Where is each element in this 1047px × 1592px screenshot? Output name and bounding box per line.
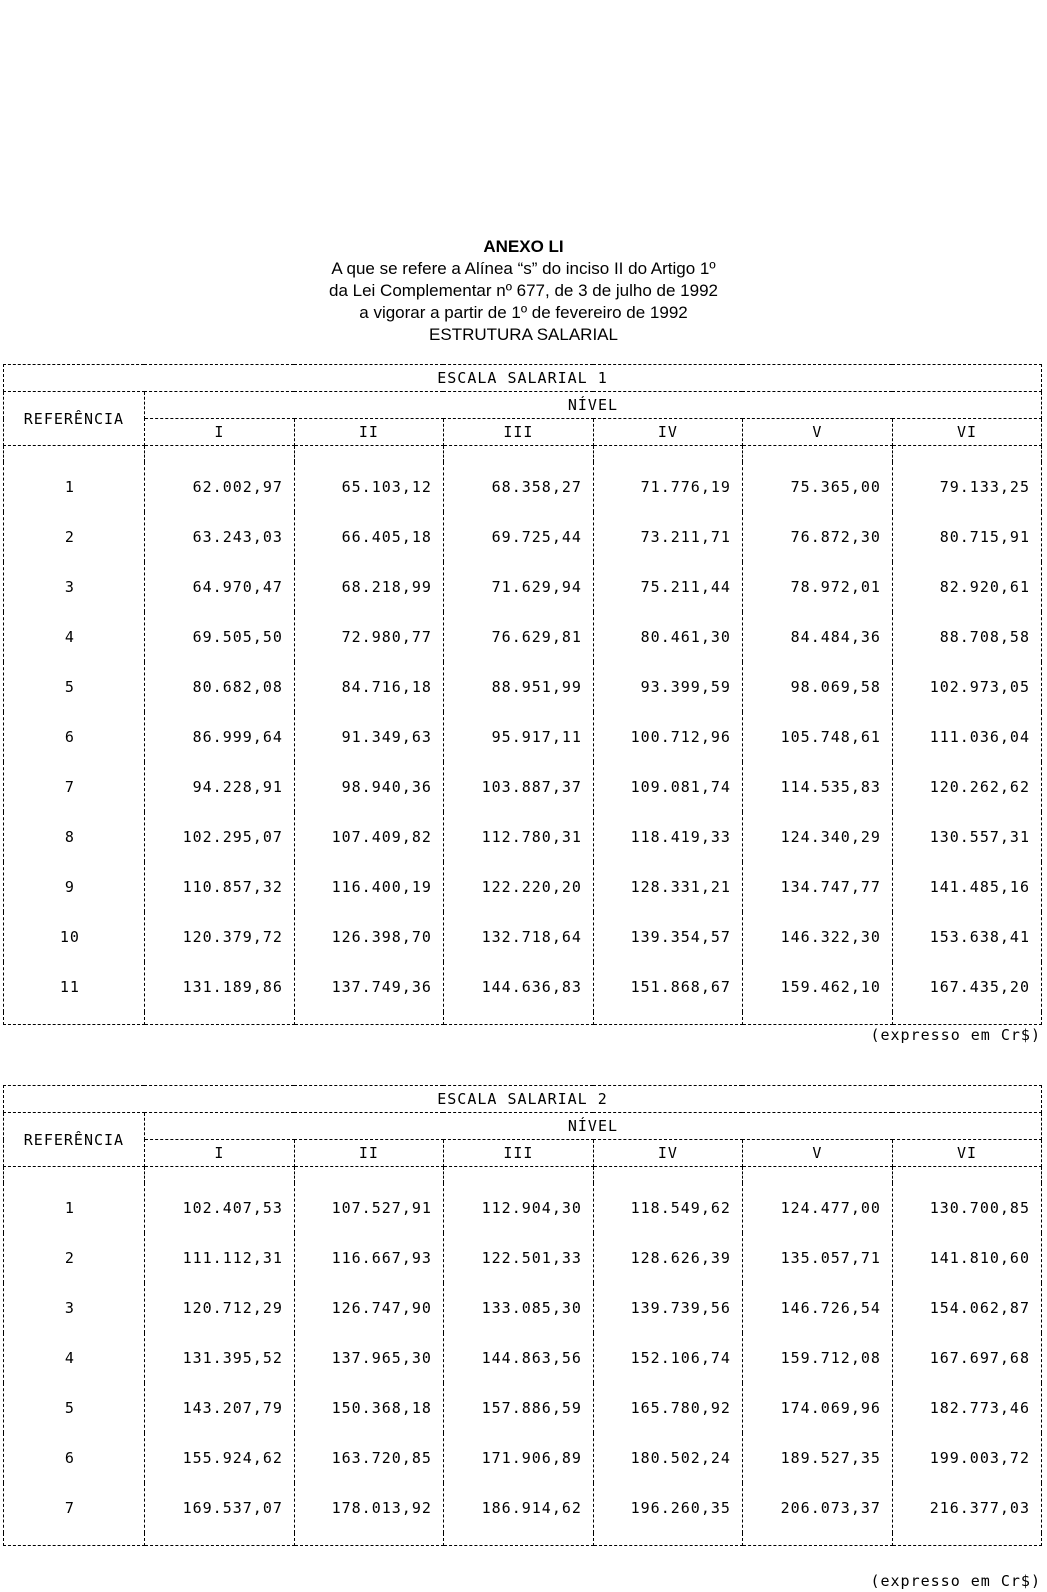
spacer-cell xyxy=(443,1167,593,1184)
salary-value-cell: 84.484,36 xyxy=(742,612,892,662)
salary-value-cell: 124.477,00 xyxy=(742,1183,892,1233)
salary-value-cell: 82.920,61 xyxy=(892,562,1041,612)
level-v-header: V xyxy=(742,1140,892,1167)
salary-value-cell: 102.295,07 xyxy=(144,812,294,862)
salary-value-cell: 139.354,57 xyxy=(593,912,742,962)
table-row xyxy=(4,962,1042,1012)
spacer-cell xyxy=(742,446,892,463)
reference-cell: 3 xyxy=(4,562,145,612)
table-row xyxy=(4,1233,1042,1283)
level-iii-header: III xyxy=(443,1140,593,1167)
salary-value-cell: 71.629,94 xyxy=(443,562,593,612)
table-row xyxy=(4,862,1042,912)
salary-value-cell: 110.857,32 xyxy=(144,862,294,912)
spacer-cell xyxy=(4,1012,145,1025)
salary-value-cell: 88.951,99 xyxy=(443,662,593,712)
document-header xyxy=(0,236,1047,346)
salary-value-cell: 100.712,96 xyxy=(593,712,742,762)
salary-value-cell: 206.073,37 xyxy=(742,1483,892,1533)
salary-value-cell: 80.682,08 xyxy=(144,662,294,712)
reference-cell: 10 xyxy=(4,912,145,962)
salary-value-cell: 143.207,79 xyxy=(144,1383,294,1433)
level-i-header: I xyxy=(144,1140,294,1167)
salary-value-cell: 78.972,01 xyxy=(742,562,892,612)
salary-scale-2 xyxy=(3,1085,1042,1546)
salary-value-cell: 116.667,93 xyxy=(294,1233,443,1283)
spacer-cell xyxy=(144,446,294,463)
spacer-cell xyxy=(742,1533,892,1546)
salary-value-cell: 167.697,68 xyxy=(892,1333,1041,1383)
salary-value-cell: 128.626,39 xyxy=(593,1233,742,1283)
salary-value-cell: 111.112,31 xyxy=(144,1233,294,1283)
spacer-cell xyxy=(593,1167,742,1184)
spacer-cell xyxy=(892,446,1041,463)
spacer-cell xyxy=(144,1012,294,1025)
salary-value-cell: 88.708,58 xyxy=(892,612,1041,662)
level-header: NÍVEL xyxy=(144,1113,1041,1140)
spacer-cell xyxy=(892,1167,1041,1184)
reference-cell: 9 xyxy=(4,862,145,912)
salary-value-cell: 118.419,33 xyxy=(593,812,742,862)
salary-value-cell: 126.398,70 xyxy=(294,912,443,962)
table-row xyxy=(4,1333,1042,1383)
salary-value-cell: 95.917,11 xyxy=(443,712,593,762)
salary-table-1 xyxy=(3,364,1042,1025)
salary-value-cell: 107.527,91 xyxy=(294,1183,443,1233)
spacer-row xyxy=(4,1012,1042,1025)
annex-title: ANEXO LI xyxy=(483,237,564,256)
level-ii-header: II xyxy=(294,419,443,446)
salary-value-cell: 174.069,96 xyxy=(742,1383,892,1433)
scale-title: ESCALA SALARIAL 1 xyxy=(4,365,1042,392)
salary-value-cell: 112.780,31 xyxy=(443,812,593,862)
salary-value-cell: 122.501,33 xyxy=(443,1233,593,1283)
spacer-cell xyxy=(294,1533,443,1546)
spacer-row xyxy=(4,1167,1042,1184)
level-iv-header: IV xyxy=(593,1140,742,1167)
reference-cell: 5 xyxy=(4,662,145,712)
table-row xyxy=(4,912,1042,962)
spacer-cell xyxy=(892,1533,1041,1546)
salary-value-cell: 150.368,18 xyxy=(294,1383,443,1433)
spacer-cell xyxy=(742,1012,892,1025)
salary-value-cell: 80.715,91 xyxy=(892,512,1041,562)
salary-value-cell: 94.228,91 xyxy=(144,762,294,812)
salary-value-cell: 98.940,36 xyxy=(294,762,443,812)
spacer-cell xyxy=(443,446,593,463)
level-vi-header: VI xyxy=(892,419,1041,446)
salary-value-cell: 141.810,60 xyxy=(892,1233,1041,1283)
salary-value-cell: 120.262,62 xyxy=(892,762,1041,812)
spacer-cell xyxy=(144,1167,294,1184)
salary-value-cell: 116.400,19 xyxy=(294,862,443,912)
salary-value-cell: 103.887,37 xyxy=(443,762,593,812)
table-row xyxy=(4,762,1042,812)
table-row xyxy=(4,662,1042,712)
salary-value-cell: 153.638,41 xyxy=(892,912,1041,962)
spacer-cell xyxy=(892,1012,1041,1025)
salary-value-cell: 112.904,30 xyxy=(443,1183,593,1233)
spacer-cell xyxy=(4,1533,145,1546)
currency-note: (expresso em Cr$) xyxy=(870,1026,1041,1044)
table-row xyxy=(4,1183,1042,1233)
salary-value-cell: 186.914,62 xyxy=(443,1483,593,1533)
salary-value-cell: 216.377,03 xyxy=(892,1483,1041,1533)
salary-value-cell: 75.211,44 xyxy=(593,562,742,612)
header-line-3: a vigorar a partir de 1º de fevereiro de 1992 xyxy=(359,303,688,322)
salary-value-cell: 152.106,74 xyxy=(593,1333,742,1383)
salary-value-cell: 93.399,59 xyxy=(593,662,742,712)
table-row xyxy=(4,562,1042,612)
salary-value-cell: 76.629,81 xyxy=(443,612,593,662)
salary-value-cell: 122.220,20 xyxy=(443,862,593,912)
salary-table-body xyxy=(4,446,1042,1025)
reference-cell: 8 xyxy=(4,812,145,862)
spacer-cell xyxy=(294,446,443,463)
salary-value-cell: 91.349,63 xyxy=(294,712,443,762)
salary-value-cell: 180.502,24 xyxy=(593,1433,742,1483)
salary-value-cell: 189.527,35 xyxy=(742,1433,892,1483)
salary-value-cell: 139.739,56 xyxy=(593,1283,742,1333)
reference-cell: 4 xyxy=(4,612,145,662)
table-row xyxy=(4,612,1042,662)
table-row xyxy=(4,462,1042,512)
salary-value-cell: 182.773,46 xyxy=(892,1383,1041,1433)
salary-value-cell: 98.069,58 xyxy=(742,662,892,712)
level-i-header: I xyxy=(144,419,294,446)
salary-value-cell: 157.886,59 xyxy=(443,1383,593,1433)
salary-value-cell: 199.003,72 xyxy=(892,1433,1041,1483)
salary-value-cell: 86.999,64 xyxy=(144,712,294,762)
salary-value-cell: 128.331,21 xyxy=(593,862,742,912)
spacer-cell xyxy=(144,1533,294,1546)
salary-value-cell: 132.718,64 xyxy=(443,912,593,962)
salary-value-cell: 126.747,90 xyxy=(294,1283,443,1333)
level-iii-header: III xyxy=(443,419,593,446)
reference-cell: 6 xyxy=(4,1433,145,1483)
salary-value-cell: 65.103,12 xyxy=(294,462,443,512)
spacer-cell xyxy=(443,1012,593,1025)
salary-value-cell: 141.485,16 xyxy=(892,862,1041,912)
reference-cell: 6 xyxy=(4,712,145,762)
salary-value-cell: 196.260,35 xyxy=(593,1483,742,1533)
salary-value-cell: 130.557,31 xyxy=(892,812,1041,862)
salary-value-cell: 151.868,67 xyxy=(593,962,742,1012)
spacer-cell xyxy=(294,1012,443,1025)
reference-cell: 3 xyxy=(4,1283,145,1333)
reference-cell: 2 xyxy=(4,512,145,562)
salary-value-cell: 159.462,10 xyxy=(742,962,892,1012)
reference-cell: 4 xyxy=(4,1333,145,1383)
salary-value-cell: 137.749,36 xyxy=(294,962,443,1012)
level-vi-header: VI xyxy=(892,1140,1041,1167)
table-row xyxy=(4,812,1042,862)
salary-value-cell: 165.780,92 xyxy=(593,1383,742,1433)
salary-value-cell: 124.340,29 xyxy=(742,812,892,862)
salary-table-2 xyxy=(3,1085,1042,1546)
salary-value-cell: 76.872,30 xyxy=(742,512,892,562)
salary-value-cell: 68.358,27 xyxy=(443,462,593,512)
spacer-cell xyxy=(443,1533,593,1546)
salary-value-cell: 66.405,18 xyxy=(294,512,443,562)
reference-cell: 1 xyxy=(4,1183,145,1233)
salary-value-cell: 84.716,18 xyxy=(294,662,443,712)
spacer-row xyxy=(4,446,1042,463)
salary-value-cell: 105.748,61 xyxy=(742,712,892,762)
level-header: NÍVEL xyxy=(144,392,1041,419)
salary-value-cell: 62.002,97 xyxy=(144,462,294,512)
salary-value-cell: 144.863,56 xyxy=(443,1333,593,1383)
salary-value-cell: 178.013,92 xyxy=(294,1483,443,1533)
salary-value-cell: 134.747,77 xyxy=(742,862,892,912)
reference-cell: 7 xyxy=(4,762,145,812)
salary-value-cell: 114.535,83 xyxy=(742,762,892,812)
salary-value-cell: 135.057,71 xyxy=(742,1233,892,1283)
salary-value-cell: 130.700,85 xyxy=(892,1183,1041,1233)
reference-cell: 5 xyxy=(4,1383,145,1433)
spacer-cell xyxy=(593,446,742,463)
salary-value-cell: 118.549,62 xyxy=(593,1183,742,1233)
table-row xyxy=(4,1433,1042,1483)
salary-value-cell: 69.505,50 xyxy=(144,612,294,662)
salary-value-cell: 163.720,85 xyxy=(294,1433,443,1483)
scale-title: ESCALA SALARIAL 2 xyxy=(4,1086,1042,1113)
salary-table-body xyxy=(4,1167,1042,1546)
level-ii-header: II xyxy=(294,1140,443,1167)
header-line-4: ESTRUTURA SALARIAL xyxy=(429,325,618,344)
spacer-cell xyxy=(294,1167,443,1184)
table-row xyxy=(4,1483,1042,1533)
salary-value-cell: 146.322,30 xyxy=(742,912,892,962)
salary-value-cell: 159.712,08 xyxy=(742,1333,892,1383)
spacer-cell xyxy=(4,446,145,463)
salary-value-cell: 131.395,52 xyxy=(144,1333,294,1383)
salary-value-cell: 131.189,86 xyxy=(144,962,294,1012)
salary-value-cell: 171.906,89 xyxy=(443,1433,593,1483)
spacer-cell xyxy=(742,1167,892,1184)
header-line-2: da Lei Complementar nº 677, de 3 de julho de 1992 xyxy=(329,281,718,300)
salary-value-cell: 80.461,30 xyxy=(593,612,742,662)
salary-value-cell: 146.726,54 xyxy=(742,1283,892,1333)
salary-value-cell: 64.970,47 xyxy=(144,562,294,612)
table-row xyxy=(4,1283,1042,1333)
salary-value-cell: 167.435,20 xyxy=(892,962,1041,1012)
spacer-cell xyxy=(593,1012,742,1025)
reference-header: REFERÊNCIA xyxy=(4,1113,145,1167)
level-iv-header: IV xyxy=(593,419,742,446)
salary-value-cell: 107.409,82 xyxy=(294,812,443,862)
salary-value-cell: 102.407,53 xyxy=(144,1183,294,1233)
reference-cell: 2 xyxy=(4,1233,145,1283)
salary-value-cell: 144.636,83 xyxy=(443,962,593,1012)
salary-value-cell: 154.062,87 xyxy=(892,1283,1041,1333)
level-v-header: V xyxy=(742,419,892,446)
salary-value-cell: 75.365,00 xyxy=(742,462,892,512)
salary-value-cell: 71.776,19 xyxy=(593,462,742,512)
table-row xyxy=(4,712,1042,762)
salary-value-cell: 111.036,04 xyxy=(892,712,1041,762)
salary-value-cell: 133.085,30 xyxy=(443,1283,593,1333)
salary-value-cell: 72.980,77 xyxy=(294,612,443,662)
header-line-1: A que se refere a Alínea “s” do inciso II do Artigo 1º xyxy=(331,259,716,278)
salary-value-cell: 109.081,74 xyxy=(593,762,742,812)
reference-cell: 1 xyxy=(4,462,145,512)
spacer-cell xyxy=(593,1533,742,1546)
salary-value-cell: 120.712,29 xyxy=(144,1283,294,1333)
salary-scale-1 xyxy=(3,364,1042,1025)
salary-value-cell: 79.133,25 xyxy=(892,462,1041,512)
salary-value-cell: 73.211,71 xyxy=(593,512,742,562)
table-row xyxy=(4,512,1042,562)
salary-value-cell: 137.965,30 xyxy=(294,1333,443,1383)
reference-cell: 11 xyxy=(4,962,145,1012)
salary-value-cell: 120.379,72 xyxy=(144,912,294,962)
spacer-row xyxy=(4,1533,1042,1546)
table-row xyxy=(4,1383,1042,1433)
reference-cell: 7 xyxy=(4,1483,145,1533)
salary-value-cell: 102.973,05 xyxy=(892,662,1041,712)
salary-value-cell: 169.537,07 xyxy=(144,1483,294,1533)
salary-value-cell: 68.218,99 xyxy=(294,562,443,612)
currency-note: (expresso em Cr$) xyxy=(870,1572,1041,1590)
salary-value-cell: 69.725,44 xyxy=(443,512,593,562)
salary-value-cell: 63.243,03 xyxy=(144,512,294,562)
reference-header: REFERÊNCIA xyxy=(4,392,145,446)
spacer-cell xyxy=(4,1167,145,1184)
salary-value-cell: 155.924,62 xyxy=(144,1433,294,1483)
